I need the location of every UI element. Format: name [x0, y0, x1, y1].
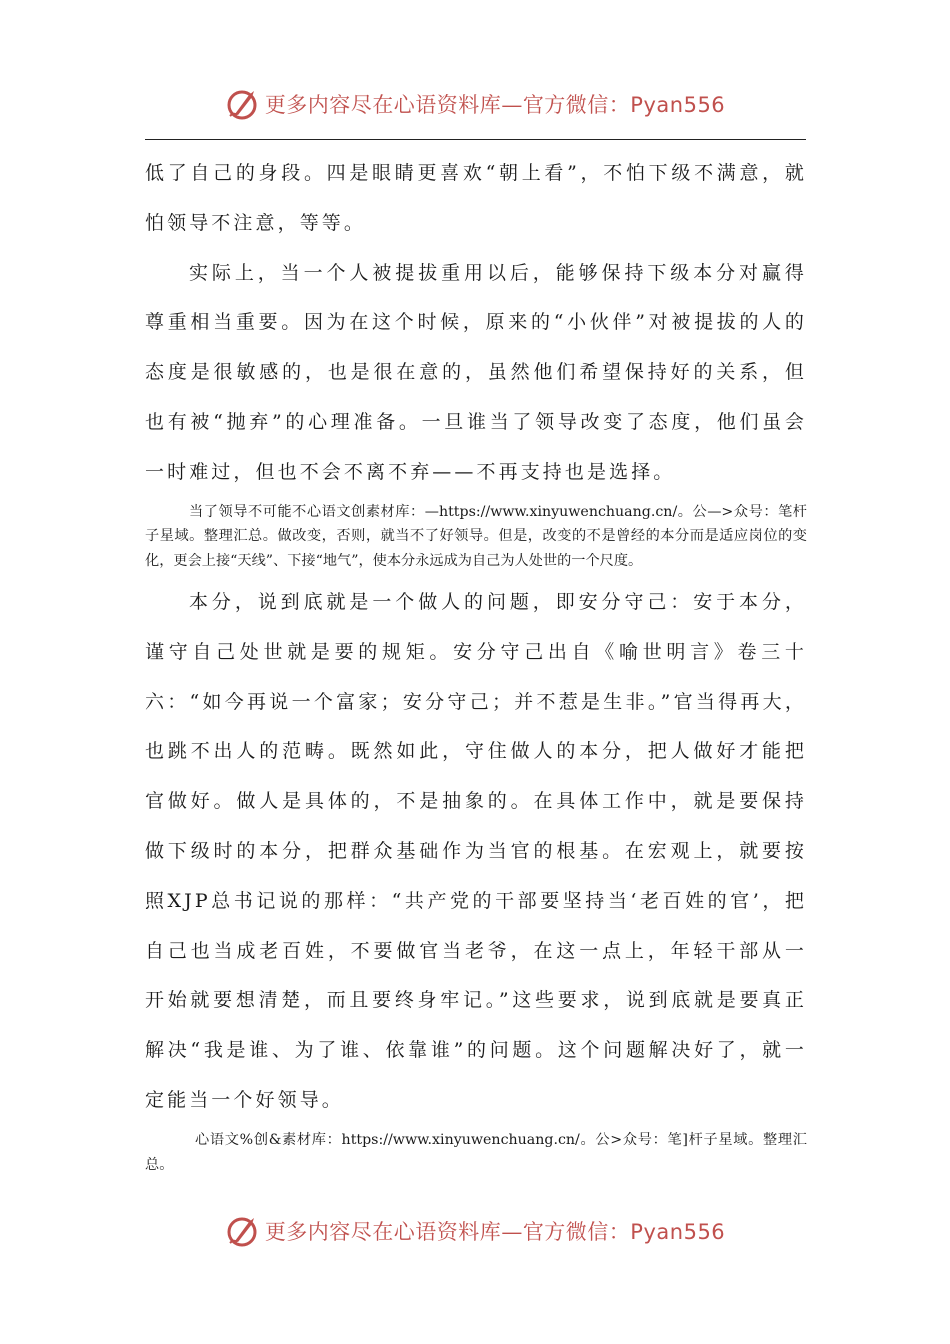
paragraph-1: 低了自己的身段。四是眼睛更喜欢“朝上看”，不怕下级不满意，就怕领导不注意，等等。 [145, 162, 807, 234]
paragraph-2: 实际上，当一个人被提拔重用以后，能够保持下级本分对赢得尊重相当重要。因为在这个时候，原来的“小伙伴”对被提拔的人的态度是很敏感的，也是很在意的，虽然他们希望保持好的关系，但也有被“抛弃”的心理准备。一旦谁当了领导改变了态度，他们虽会一时难过，但也不会不离不弃——不再支持也是选择。 [145, 261, 807, 483]
banner-main: 更多内容尽在心语资料库 [264, 93, 502, 117]
footnote-1: 当了领导不可能不心语文创素材库：—https://www.xinyuwenchuang.cn/。公—>众号：笔杆子星域。整理汇总。做改变，否则，就当不了好领导。但是，改变的不是曾经的本分而是适应岗位的变化，更会上接“天线”、下接“地气”，使本分永远成为自己为人处世的一个尺度。 [145, 503, 807, 570]
document-body [145, 149, 807, 1177]
banner-text [265, 1216, 725, 1246]
banner-text [265, 89, 725, 119]
paragraph-3: 本分，说到底就是一个做人的问题，即安分守己：安于本分，谨守自己处世就是要的规矩。安分守己出自《喻世明言》卷三十六：“如今再说一个富家；安分守己；并不惹是生非。”官当得再大，也跳不出人的范畴。既然如此，守住做人的本分，把人做好才能把官做好。做人是具体的，不是抽象的。在具体工作中，就是要保持做下级时的本分，把群众基础作为当官的根基。在宏观上，就要按照XJP总书记说的那样：“共产党的干部要坚持当‘老百姓的官’，把自己也当成老百姓，不要做官当老爷，在这一点上，年轻干部从一开始就要想清楚，而且要终身牢记。”这些要求，说到底就是要真正解决“我是谁、为了谁、依靠谁”的问题。这个问题解决好了，就一定能当一个好领导。 [145, 590, 807, 1111]
brush-logo-icon [225, 1213, 261, 1249]
banner-contact: 官方微信：Pyan556 [522, 1220, 726, 1244]
banner-dash: — [501, 93, 523, 117]
footnote-2: 心语文%创&素材库：https://www.xinyuwenchuang.cn/。公>众号：笔]杆子星域。整理汇总。 [145, 1131, 807, 1173]
banner-dash: — [501, 1220, 523, 1244]
banner-contact: 官方微信：Pyan556 [522, 93, 726, 117]
brush-logo-icon [225, 86, 261, 122]
header-banner [0, 84, 950, 124]
footer-banner [0, 1211, 950, 1251]
banner-main: 更多内容尽在心语资料库 [264, 1220, 502, 1244]
header-divider [145, 139, 806, 140]
